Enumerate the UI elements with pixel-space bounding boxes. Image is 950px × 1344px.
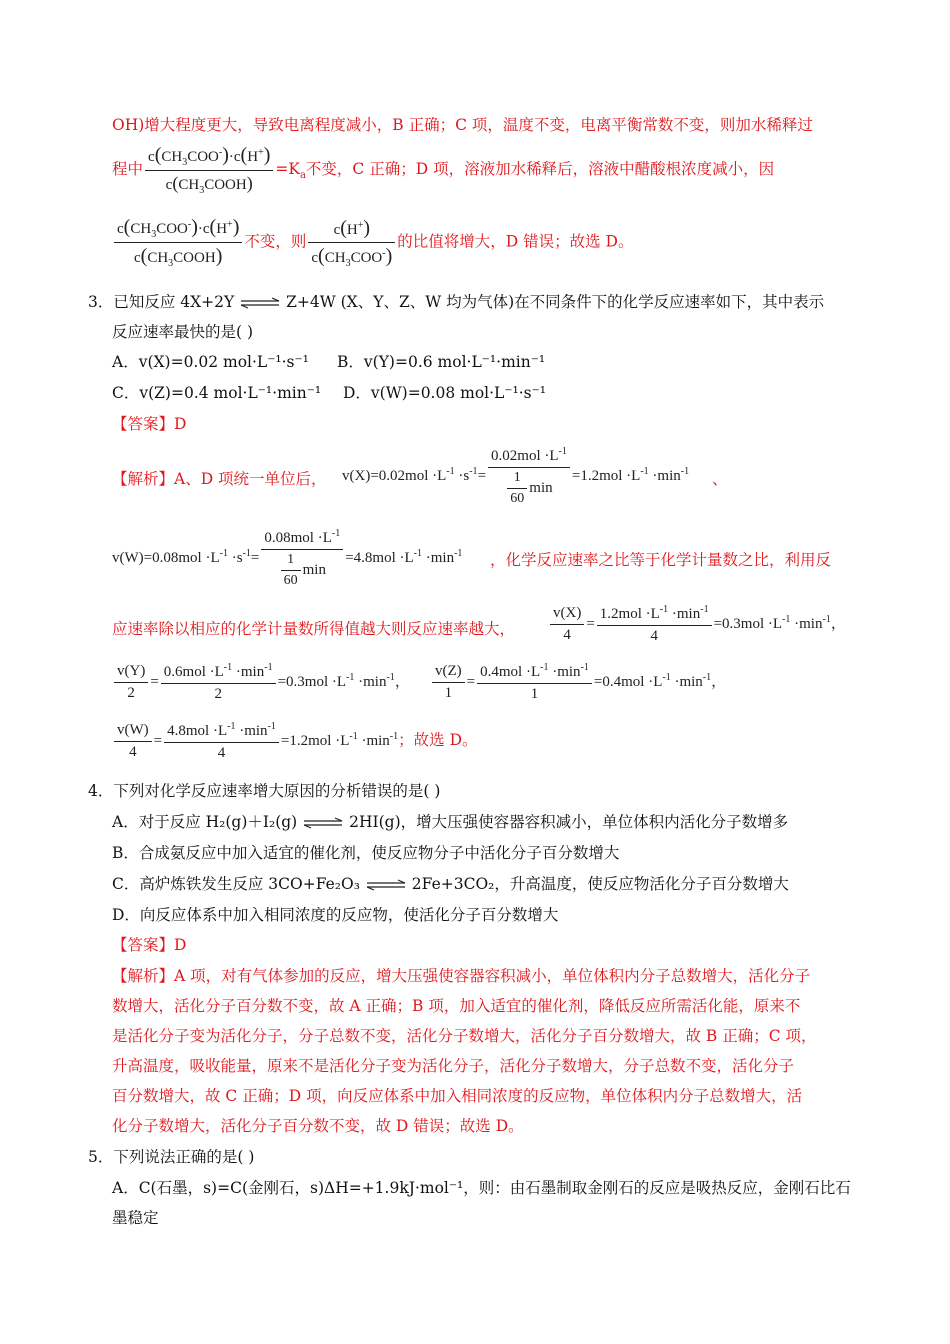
- p1-line1: OH)增大程度更大，导致电离程度减小，B 正确；C 项，温度不变，电离平衡常数不变，则加水稀释过: [112, 116, 813, 134]
- q3-stem-line2: 反应速率最快的是( ): [112, 323, 254, 341]
- p1-line3: [112, 216, 633, 269]
- p1-line3-end: 的比值将增大，D 错误；故选 D。: [397, 232, 634, 251]
- q3-analysis-line3: 应速率除以相应的化学计量数所得值越大则反应速率越大，: [112, 620, 516, 638]
- equilibrium-arrow-icon: [365, 879, 407, 891]
- q4-analysis-line: 是活化分子变为活化分子，分子总数不变，活化分子数增大，活化分子百分数增大，故 B 正确；C 项，: [112, 1027, 817, 1045]
- q4-answer: 【答案】D: [112, 936, 187, 954]
- vw-ratio: $\frac{v(W)}{4}$ = $\frac{4.8mol \cdot L^{-1} \cdot\min^{-1}}{4}$ $=1.2mol \cdot L^{-1} \cdot\min^{-1}$；故选 D。: [112, 721, 478, 762]
- vz-ratio: $\frac{v(Z)}{1}$ = $\frac{0.4mol \cdot L^{-1} \cdot\min^{-1}}{1}$ $=0.4mol \cdot L^{-1} \cdot\min^{-1}$，: [430, 662, 726, 703]
- ka-expression-fraction: $\frac{c(CH_3COO^-)\cdot c(H^+)}{c(CH_3COOH)}$: [145, 144, 273, 196]
- q3-option-d: D．v(W)=0.08 mol·L⁻¹·s⁻¹: [343, 384, 547, 402]
- p1-line2: [112, 144, 774, 196]
- vx-ratio: $\frac{v(X)}{4}$ = $\frac{1.2mol \cdot L^{-1} \cdot\min^{-1}}{4}$ $=0.3mol \cdot L^{-1} \cdot\min^{-1}$，: [548, 604, 846, 645]
- q4-option-b: B．合成氨反应中加入适宜的催化剂，使反应物分子中活化分子百分数增大: [112, 844, 620, 862]
- vy-ratio: $\frac{v(Y)}{2}$ = $\frac{0.6mol \cdot L^{-1} \cdot\min^{-1}}{2}$ $=0.3mol \cdot L^{-1} \cdot\min^{-1}$，: [112, 662, 410, 703]
- q3-option-a: A．v(X)=0.02 mol·L⁻¹·s⁻¹: [112, 353, 309, 371]
- q5-option-a-line2: 墨稳定: [112, 1209, 159, 1227]
- q4-analysis-line: 百分数增大，故 C 正确；D 项，向反应体系中加入相同浓度的反应物，单位体积内分子总数增大，活: [112, 1087, 803, 1105]
- q3-conclusion: ；故选 D。: [398, 730, 478, 749]
- q3-stem-a: 3．已知反应 4X+2Y: [88, 293, 235, 311]
- q4-option-d: D．向反应体系中加入相同浓度的反应物，使活化分子百分数增大: [112, 906, 559, 924]
- q3-analysis-label: 【解析】A、D 项统一单位后，: [112, 470, 327, 488]
- q4-analysis-line: 升高温度，吸收能量，原来不是活化分子变为活化分子，活化分子数增大，分子总数不变，活化分子: [112, 1057, 795, 1075]
- q4-option-c-part2: 2Fe+3CO₂，升高温度，使反应物活化分子百分数增大: [411, 875, 789, 893]
- q4-stem: 4．下列对化学反应速率增大原因的分析错误的是( ): [88, 782, 441, 800]
- enum-comma: 、: [712, 470, 728, 488]
- vw-conversion: $v(W)=0.08mol \cdot L^{-1} \cdot s^{-1}=$ $0.08mol \cdot L^{-1}$ $\frac{1}{60}$ min $=4.8mol \cdot L^{-1} \cdot\min^{-1}$: [112, 528, 463, 588]
- q4-option-c-part1: C．高炉炼铁发生反应 3CO+Fe₂O₃: [112, 875, 360, 893]
- p1-line2-rest: 不变，C 正确；D 项，溶液加水稀释后，溶液中醋酸根浓度减小，因: [305, 160, 775, 178]
- equilibrium-arrow-icon: [302, 817, 344, 829]
- q4-analysis-line: 化分子数增大，活化分子百分数不变，故 D 错误；故选 D。: [112, 1117, 524, 1135]
- ka-fraction-repeat: $\frac{c(CH_3COO^-)\cdot c(H^+)}{c(CH_3COOH)}$: [114, 216, 242, 269]
- q4-option-a: [112, 811, 788, 833]
- q3-option-c: C．v(Z)=0.4 mol·L⁻¹·min⁻¹: [112, 384, 322, 402]
- q4-option-a-part1: A．对于反应 H₂(g)＋I₂(g): [112, 813, 298, 831]
- q3-answer: 【答案】D: [112, 415, 187, 433]
- h-over-acetate-fraction: $\frac{c(H^+)}{c(CH_3COO^-)}$: [308, 217, 395, 269]
- vx-conversion: $v(X)=0.02mol \cdot L^{-1} \cdot s^{-1}=$ $0.02mol \cdot L^{-1}$ $\frac{1}{60}$ min $=1.2mol \cdot L^{-1} \cdot\min^{-1}$: [342, 446, 690, 506]
- q3-stem-line1: [88, 291, 824, 313]
- q4-option-c: [112, 873, 789, 895]
- q4-option-a-part2: 2HI(g)，增大压强使容器容积减小，单位体积内活化分子数增多: [349, 813, 789, 831]
- q5-option-a-line1: A．C(石墨，s)=C(金刚石，s)ΔH=+1.9kJ·mol⁻¹，则：由石墨制取金刚石的反应是吸热反应，金刚石比石: [112, 1179, 851, 1197]
- p1-line3-mid: 不变，则: [244, 232, 307, 251]
- q3-stem-b: Z+4W (X、Y、Z、W 均为气体)在不同条件下的化学反应速率如下，其中表示: [286, 293, 825, 311]
- p1-line2-prefix: 程中: [112, 160, 144, 178]
- q4-analysis-line: 【解析】A 项，对有气体参加的反应，增大压强使容器容积减小，单位体积内分子总数增大，活化分子: [112, 967, 811, 985]
- q5-stem: 5．下列说法正确的是( ): [88, 1148, 255, 1166]
- ka-equals: =K: [275, 160, 300, 178]
- q3-option-b: B．v(Y)=0.6 mol·L⁻¹·min⁻¹: [337, 353, 546, 371]
- q3-analysis-tail: ，化学反应速率之比等于化学计量数之比，利用反: [490, 551, 832, 569]
- ka-sub: a: [299, 170, 306, 182]
- equilibrium-arrow-icon: [239, 297, 281, 309]
- q4-analysis-line: 数增大，活化分子百分数不变，故 A 正确；B 项，加入适宜的催化剂，降低反应所需活化能，原来不: [112, 997, 801, 1015]
